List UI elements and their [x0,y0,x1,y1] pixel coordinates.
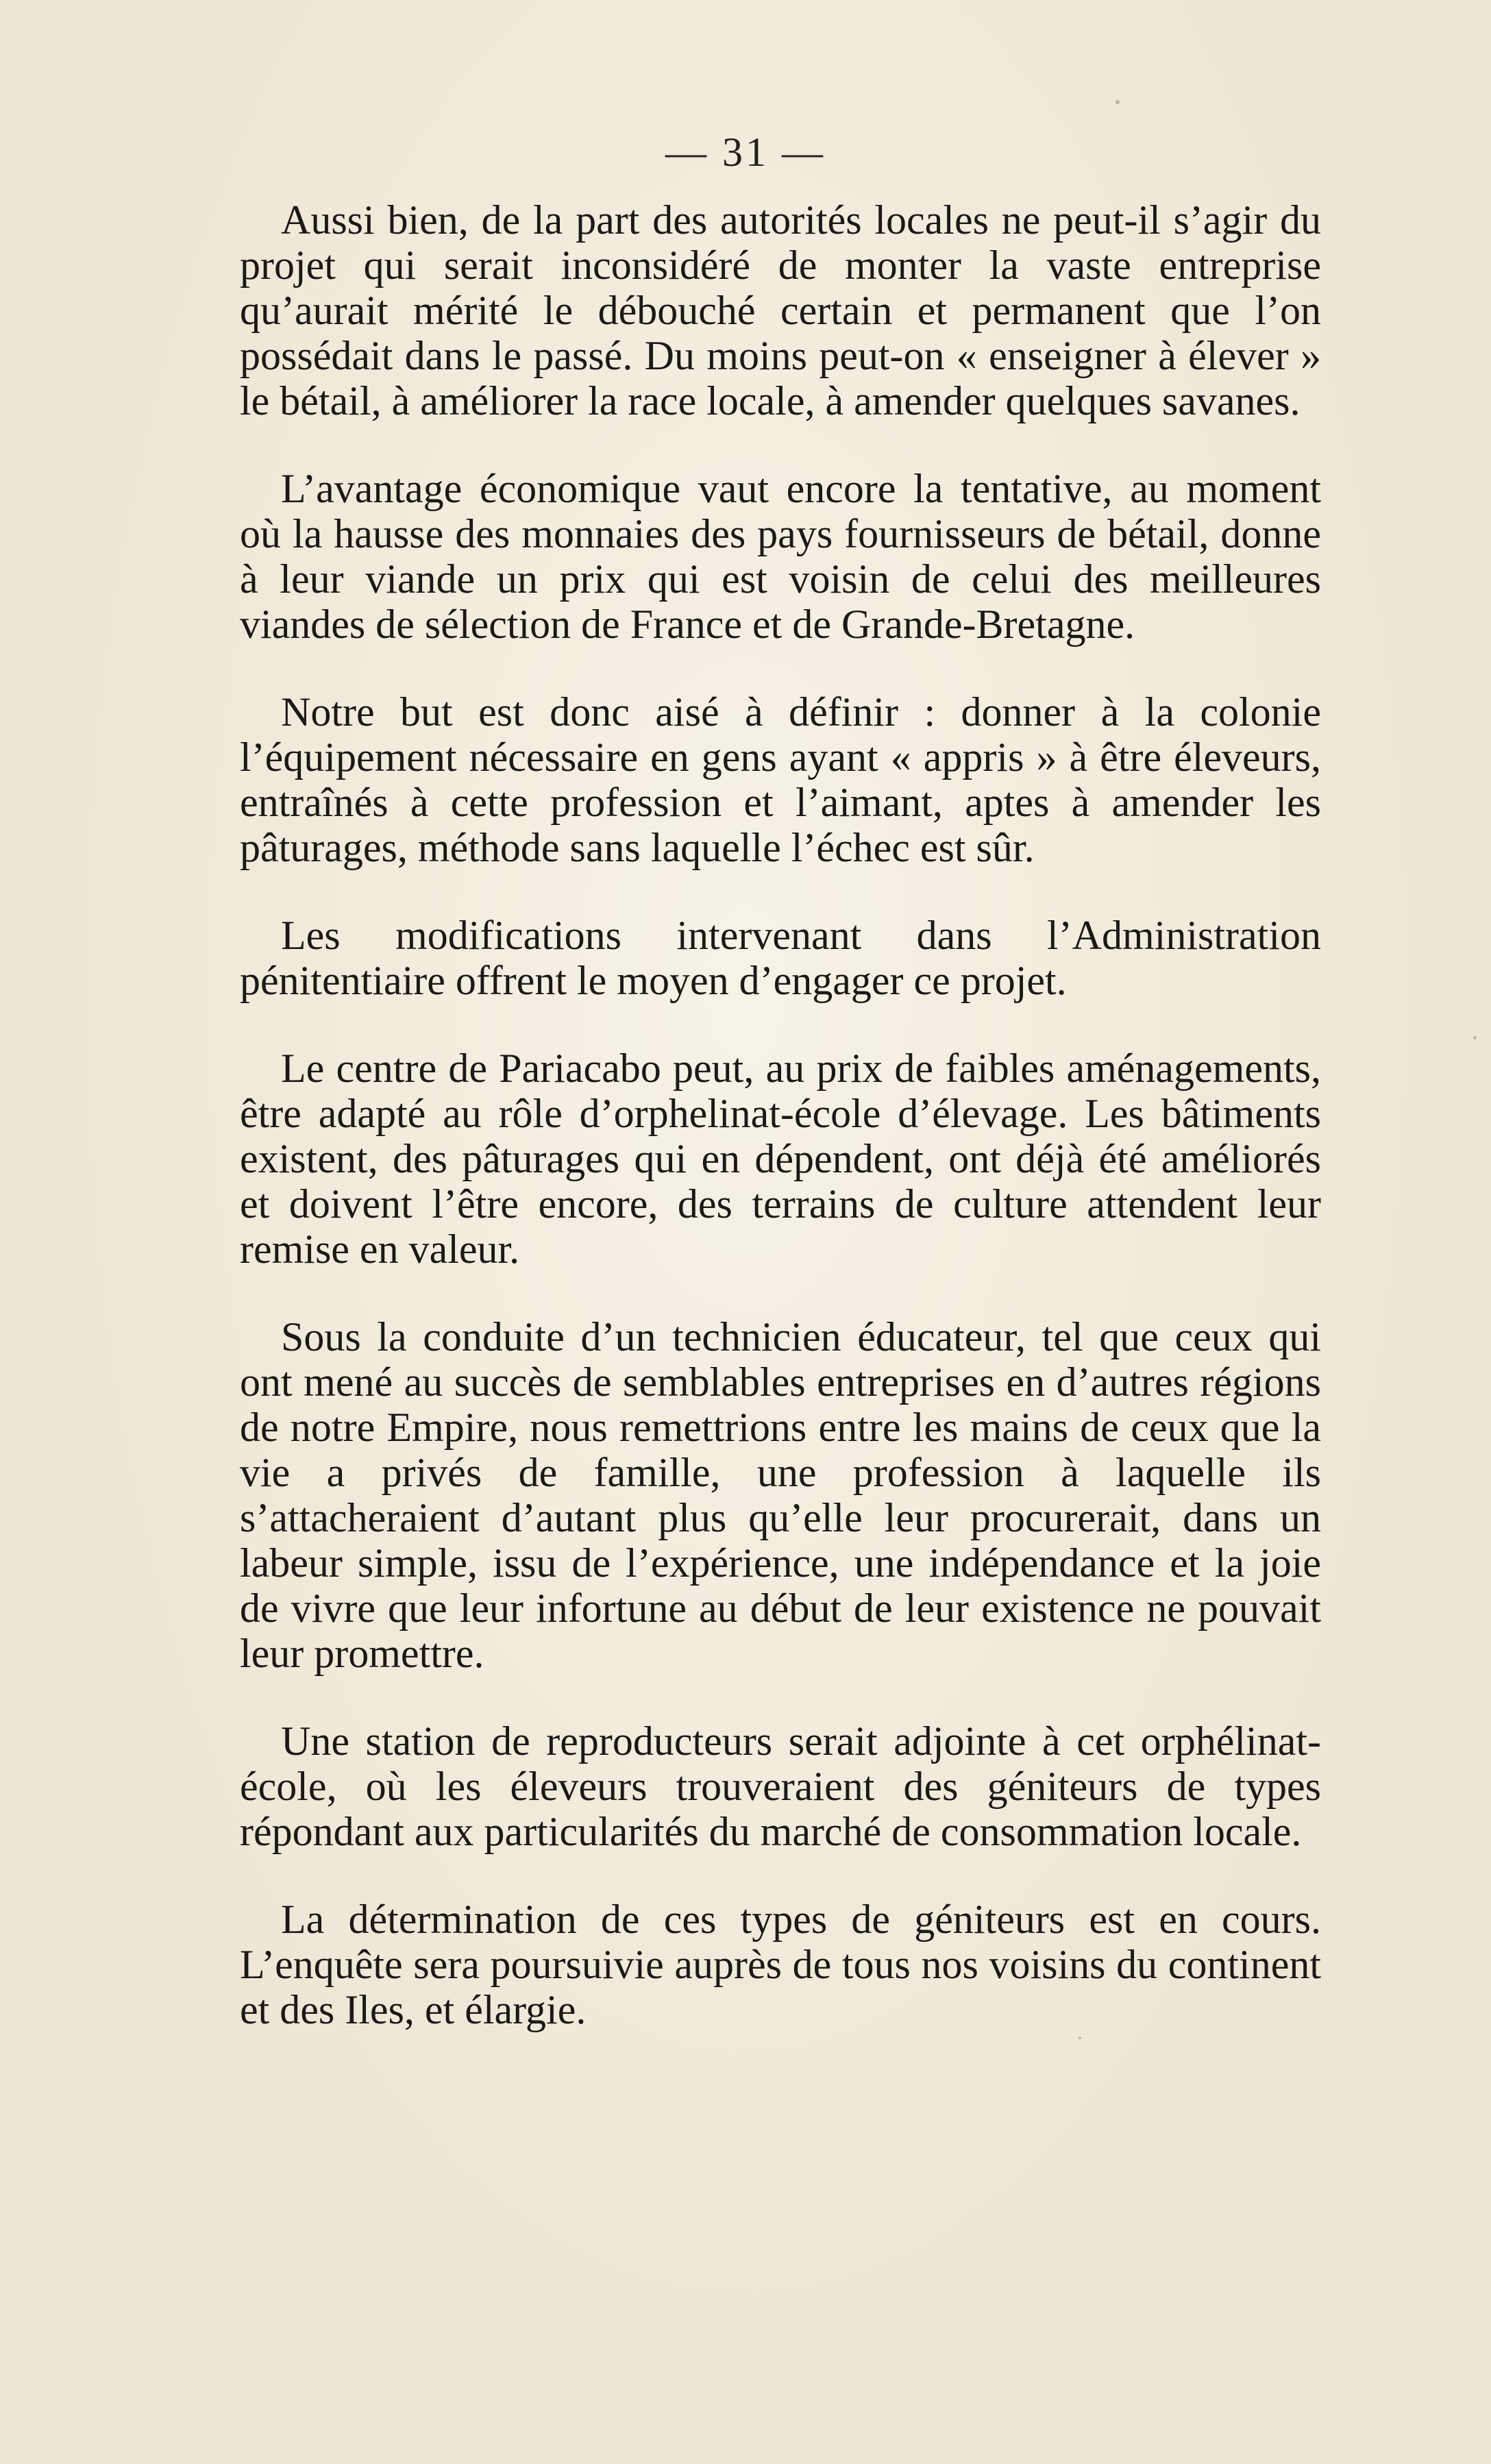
paragraph-3: Notre but est donc aisé à définir : donner à la colonie l’équipement nécessaire en gens ayant « appris » à être éleveurs, entraînés à cette profession et l’aimant, aptes à amender les pâturages, méthode sans laquelle l’échec est sûr. [240,689,1321,870]
paper-speck [1473,1036,1477,1039]
paper-speck [1116,100,1120,104]
page-number: — 31 — [665,130,826,175]
paper-speck [1079,2036,1081,2039]
paragraph-1: Aussi bien, de la part des autorités locales ne peut-il s’agir du projet qui serait inconsidéré de monter la vaste entreprise qu’aurait mérité le débouché certain et permanent que l’on possédait dans le passé. Du moins peut-on « enseigner à élever » le bétail, à améliorer la race locale, à amender quelques savanes. [240,197,1321,423]
paragraph-7: Une station de reproducteurs serait adjointe à cet orphélinat-école, où les éleveurs trouveraient des géniteurs de types répondant aux particularités du marché de consommation locale. [240,1718,1321,1854]
paragraph-4: Les modifications intervenant dans l’Administration pénitentiaire offrent le moyen d’engager ce projet. [240,913,1321,1003]
paragraph-2: L’avantage économique vaut encore la tentative, au moment où la hausse des monnaies des pays fournisseurs de bétail, donne à leur viande un prix qui est voisin de celui des meilleures viandes de sélection de France et de Grande-Bretagne. [240,466,1321,647]
paragraph-6: Sous la conduite d’un technicien éducateur, tel que ceux qui ont mené au succès de semblables entreprises en d’autres régions de notre Empire, nous remettrions entre les mains de ceux que la vie a privés de famille, une profession à laquelle ils s’attacheraient d’autant plus qu’elle leur procurerait, dans un labeur simple, issu de l’expérience, une indépendance et la joie de vivre que leur infortune au début de leur existence ne pouvait leur promettre. [240,1314,1321,1676]
paragraph-5: Le centre de Pariacabo peut, au prix de faibles aménagements, être adapté au rôle d’orphelinat-école d’élevage. Les bâtiments existent, des pâturages qui en dépendent, ont déjà été améliorés et doivent l’être encore, des terrains de culture attendent leur remise en valeur. [240,1046,1321,1272]
body-text [240,197,1321,2032]
paragraph-8: La détermination de ces types de géniteurs est en cours. L’enquête sera poursuivie auprès de tous nos voisins du continent et des Iles, et élargie. [240,1897,1321,2032]
